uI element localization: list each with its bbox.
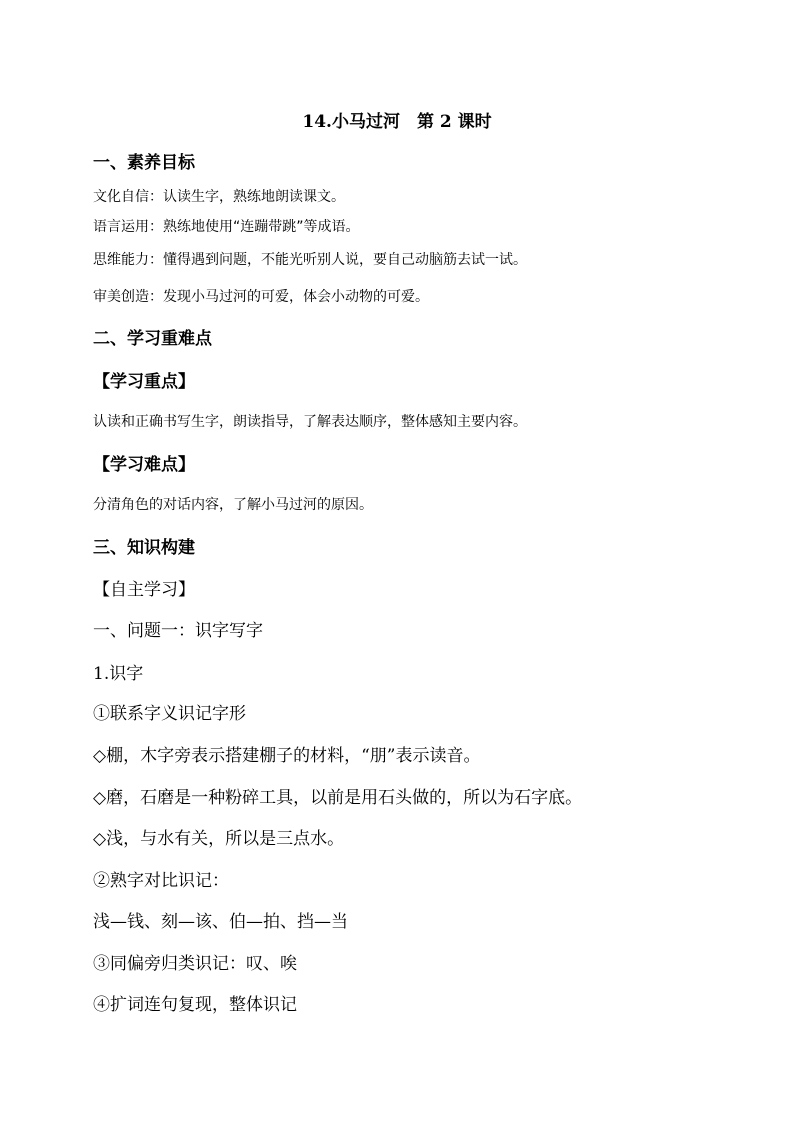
section-heading-knowledge: 三、知识构建 (93, 538, 195, 558)
question-one-heading: 一、问题一：识字写字 (93, 621, 263, 641)
difficulty-label: 【学习难点】 (93, 455, 195, 475)
goal-item: 语言运用：熟练地使用“连蹦带跳”等成语。 (93, 219, 360, 235)
method-one-item: ◇磨，石磨是一种粉碎工具，以前是用石头做的，所以为石字底。 (93, 788, 583, 808)
section-heading-key-points: 二、学习重难点 (93, 329, 212, 349)
method-four: ④扩词连句复现，整体识记 (93, 995, 297, 1015)
document-title: 14.小马过河 第 2 课时 (302, 112, 492, 132)
difficulty-text: 分清角色的对话内容，了解小马过河的原因。 (93, 497, 373, 513)
subheading-recognize: 1.识字 (93, 664, 144, 684)
self-study-label: 【自主学习】 (93, 580, 195, 600)
goal-item: 思维能力：懂得遇到问题，不能光听别人说，要自己动脑筋去试一试。 (93, 252, 527, 268)
key-point-label: 【学习重点】 (93, 372, 195, 392)
method-two: ②熟字对比识记： (93, 871, 229, 891)
goal-item: 审美创造：发现小马过河的可爱，体会小动物的可爱。 (93, 289, 429, 305)
method-two-text: 浅—钱、刻—该、伯—拍、挡—当 (93, 912, 348, 932)
key-point-text: 认读和正确书写生字，朗读指导，了解表达顺序，整体感知主要内容。 (93, 414, 527, 430)
method-three: ③同偏旁归类识记：叹、唉 (93, 954, 297, 974)
method-one: ①联系字义识记字形 (93, 704, 246, 724)
method-one-item: ◇浅，与水有关，所以是三点水。 (93, 829, 345, 849)
section-heading-goals: 一、素养目标 (93, 153, 195, 173)
goal-item: 文化自信：认读生字，熟练地朗读课文。 (93, 189, 345, 205)
method-one-item: ◇棚，木字旁表示搭建棚子的材料，“朋”表示读音。 (93, 746, 481, 766)
